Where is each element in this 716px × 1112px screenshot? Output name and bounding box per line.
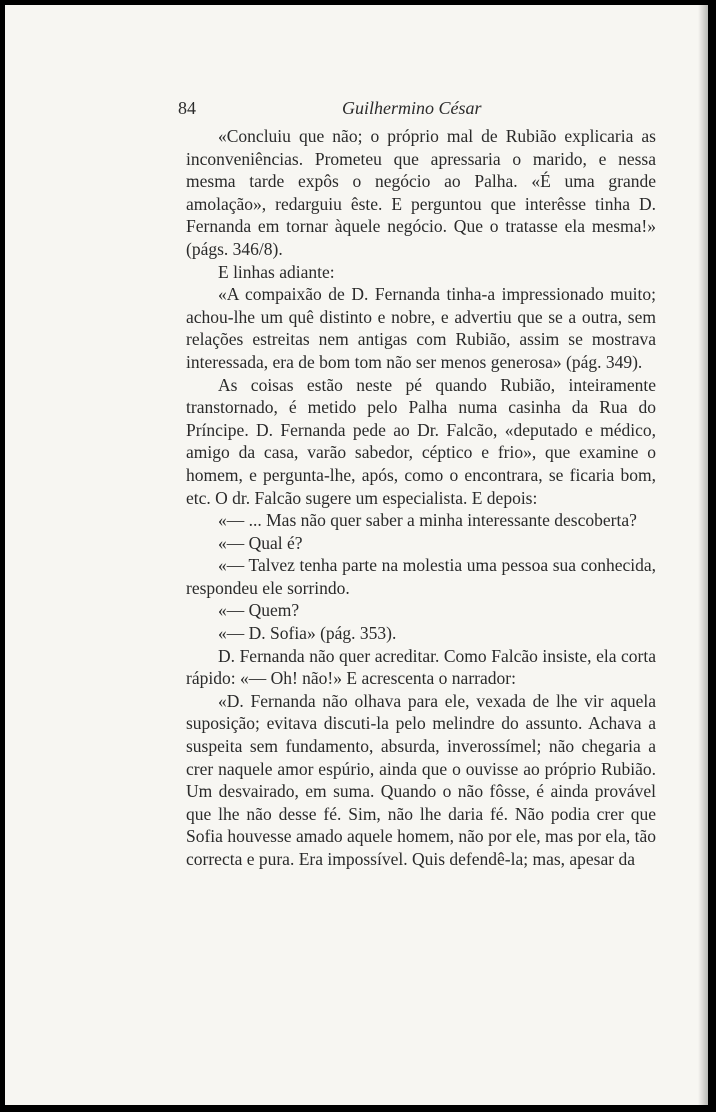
body-text (186, 125, 656, 871)
paragraph-linhas-adiante: E linhas adiante: (218, 261, 335, 282)
dialogue-line: «— D. Sofia» (pág. 353). (218, 623, 397, 644)
dialogue-line: «— ... Mas não quer saber a minha interessante descoberta? (218, 510, 637, 531)
book-page (5, 5, 708, 1105)
paragraph-narrative-fernanda: D. Fernanda não quer acreditar. Como Falcão insiste, ela corta rápido: «— Oh! não!» E acrescenta o narrador: (186, 645, 656, 689)
dialogue-line: «— Quem? (218, 600, 300, 621)
page-number: 84 (178, 98, 196, 118)
running-head-author: Guilhermino César (342, 98, 482, 118)
dialogue-line: «— Talvez tenha parte na molestia uma pessoa sua conhecida, respondeu ele sorrindo. (186, 555, 656, 598)
page-header (178, 97, 662, 119)
paragraph-quote-conclusion: «Concluiu que não; o próprio mal de Rubião explicaria as inconveniências. Prometeu que apressaria o marido, e nessa mesma tarde expôs o negócio ao Palha. «É uma grande amolação», redarguiu êste. E perguntou que interêsse tinha D. Fernanda em tornar àquele negócio. Que o tratasse ela mesma!» (págs. 346/8). (186, 126, 656, 259)
dialogue-line: «— Qual é? (218, 532, 303, 553)
paragraph-quote-fernanda: «D. Fernanda não olhava para ele, vexada de lhe vir aquela suposição; evitava discuti-la pelo melindre do assunto. Achava a suspeita sem fundamento, absurda, inverossímel; não chegaria a crer naquele amor espúrio, ainda que o ouvisse ao próprio Rubião. Um desvairado, em suma. Quando o não fôsse, é ainda provável que lhe não desse fé. Sim, não lhe daria fé. Não podia crer que Sofia houvesse amado aquele homem, não por ele, mas por ela, tão correcta e pura. Era impossível. Quis defendê-la; mas, apesar da (186, 690, 656, 869)
paragraph-narrative-rubiao: As coisas estão neste pé quando Rubião, inteiramente transtornado, é metido pelo Palha numa casinha da Rua do Príncipe. D. Fernanda pede ao Dr. Falcão, «deputado e médico, amigo da casa, varão sabedor, céptico e frio», que examine o homem, e pergunta-lhe, após, como o encontrara, se ficaria bom, etc. O dr. Falcão sugere um especialista. E depois: (186, 374, 656, 508)
paragraph-quote-compaixao: «A compaixão de D. Fernanda tinha-a impressionado muito; achou-lhe um quê distinto e nobre, e advertiu que se a outra, sem relações estreitas nem antigas com Rubião, assim se mostrava interessada, era de bom tom não ser menos generosa» (pág. 349). (186, 284, 656, 372)
